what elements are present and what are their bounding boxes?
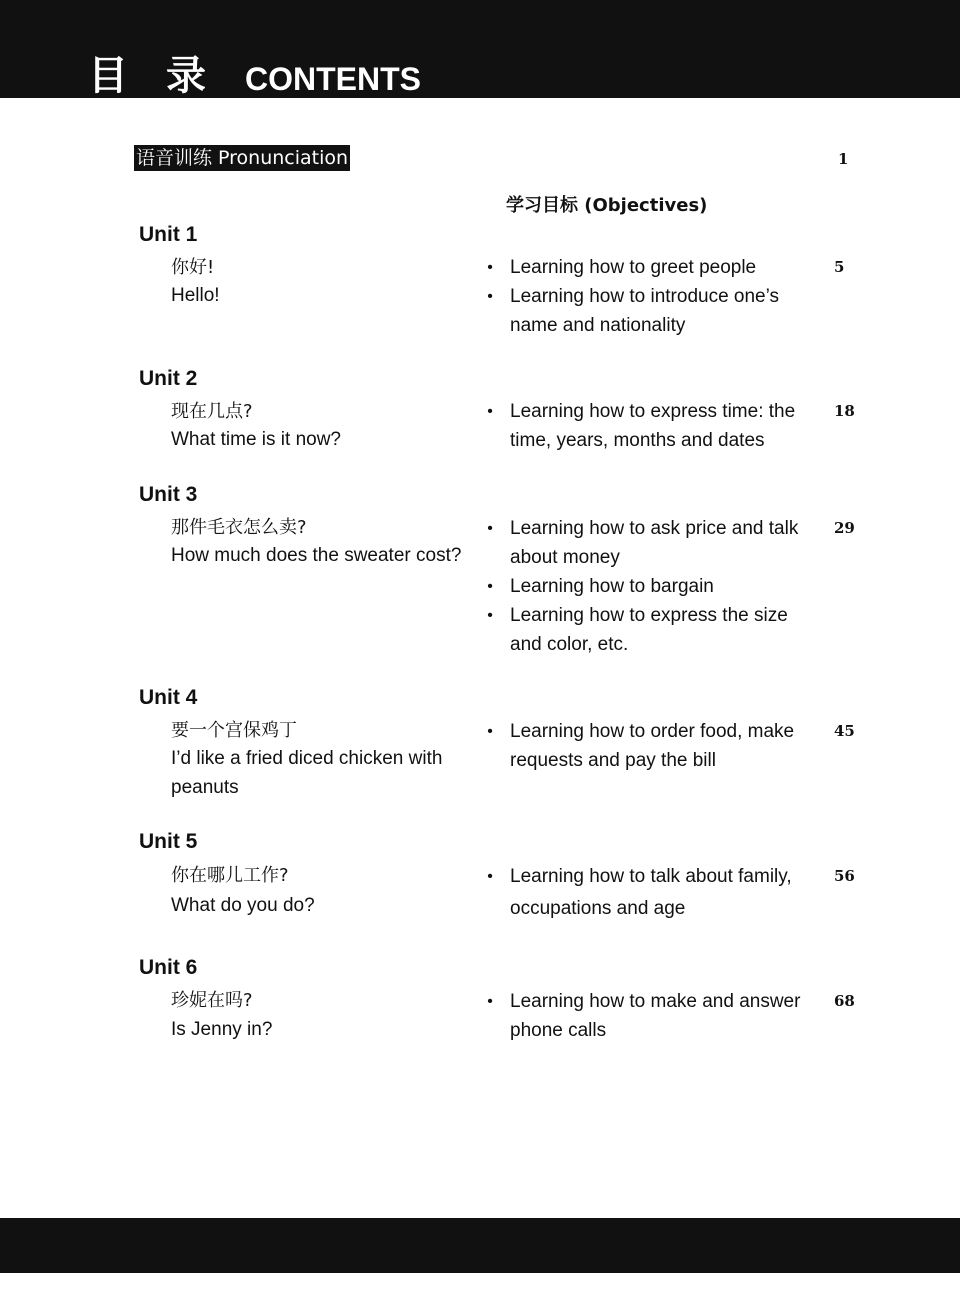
bullet-icon: • — [487, 288, 493, 305]
objective-text: Learning how to greet people — [510, 257, 757, 278]
bullet-icon: • — [487, 607, 493, 624]
unit-title-english: Is Jenny in? — [171, 1019, 273, 1040]
objective-text: Learning how to ask price and talk about money — [510, 518, 799, 568]
unit-title-chinese: 现在几点? — [171, 401, 253, 422]
page-number[interactable]: 56 — [834, 867, 855, 885]
footer-bar — [0, 1218, 960, 1273]
objectives-list — [484, 397, 814, 455]
page-number[interactable]: 5 — [834, 258, 845, 276]
objectives-list — [484, 861, 814, 925]
objectives-header: 学习目标 (Objectives) — [506, 195, 708, 216]
title-chinese: 目录 — [88, 53, 244, 99]
bullet-icon: • — [487, 520, 493, 537]
unit-title: Unit 3 — [139, 483, 198, 506]
objective-text: Learning how to talk about family, occupations and age — [510, 866, 792, 919]
objectives-list — [484, 717, 814, 775]
bullet-icon: • — [487, 993, 493, 1010]
unit-title-english: What do you do? — [171, 895, 315, 916]
page-number[interactable]: 68 — [834, 992, 855, 1010]
unit-title-english: I’d like a fried diced chicken with peanuts — [171, 748, 443, 798]
objectives-list — [484, 987, 814, 1045]
objectives-list — [484, 514, 814, 659]
unit-title: Unit 4 — [139, 686, 198, 709]
unit-title: Unit 6 — [139, 956, 198, 979]
title-english: CONTENTS — [245, 61, 421, 97]
objective-item — [484, 253, 814, 282]
bullet-icon: • — [487, 578, 493, 595]
bullet-icon: • — [487, 868, 493, 885]
objectives-list — [484, 253, 814, 340]
bullet-icon: • — [487, 723, 493, 740]
pronunciation-label[interactable]: 语音训练 Pronunciation — [136, 147, 349, 169]
unit-title: Unit 1 — [139, 223, 198, 246]
page-number[interactable]: 18 — [834, 402, 855, 420]
objective-text: Learning how to order food, make requests and pay the bill — [510, 721, 795, 771]
objective-item — [484, 282, 814, 340]
objective-text: Learning how to express the size and color, etc. — [510, 605, 788, 655]
header-bar — [0, 0, 960, 98]
objective-text: Learning how to introduce one’s name and nationality — [510, 286, 780, 336]
unit-title: Unit 2 — [139, 367, 198, 390]
page-number[interactable]: 45 — [834, 722, 855, 740]
page-number[interactable]: 29 — [834, 519, 855, 537]
unit-title-english: How much does the sweater cost? — [171, 545, 462, 566]
unit-title-chinese: 那件毛衣怎么卖? — [171, 517, 307, 538]
objective-text: Learning how to make and answer phone calls — [510, 991, 801, 1041]
objective-text: Learning how to express time: the time, years, months and dates — [510, 401, 796, 451]
unit-title-english: Hello! — [171, 285, 220, 306]
bullet-icon: • — [487, 403, 493, 420]
unit-title-chinese: 珍妮在吗? — [171, 990, 253, 1011]
objective-text: Learning how to bargain — [510, 576, 714, 597]
objective-item — [484, 601, 814, 659]
pronunciation-page-number[interactable]: 1 — [838, 150, 849, 168]
objective-item — [484, 861, 814, 925]
unit-title: Unit 5 — [139, 830, 198, 853]
objective-item — [484, 987, 814, 1045]
objective-item — [484, 514, 814, 572]
objective-item — [484, 572, 814, 601]
unit-title-chinese: 你在哪儿工作? — [171, 865, 289, 886]
bullet-icon: • — [487, 259, 493, 276]
unit-title-chinese: 你好! — [171, 257, 215, 278]
objective-item — [484, 397, 814, 455]
objective-item — [484, 717, 814, 775]
unit-title-chinese: 要一个宫保鸡丁 — [171, 720, 297, 741]
unit-title-english: What time is it now? — [171, 429, 341, 450]
